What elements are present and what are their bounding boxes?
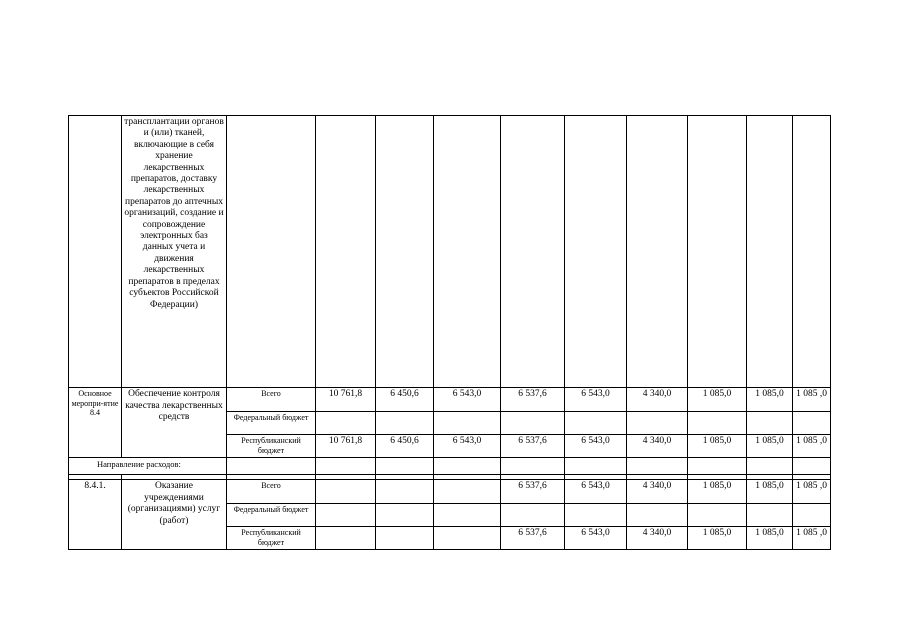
table-row: Республиканский бюджет 6 537,6 6 543,0 4 340,0 1 085,0 1 085,0 1 085 ,0 (69, 527, 831, 550)
table-row: 8.4.1. Оказание учреждениями (организациями) услуг (работ) Всего 6 537,6 6 543,0 4 340,0 1 085,0 1 085,0 1 085 ,0 (69, 480, 831, 504)
source-label: Федеральный бюджет (227, 504, 316, 527)
item-name: Оказание учреждениями (организациями) услуг (работ) (122, 480, 227, 550)
source-label: Республиканский бюджет (227, 527, 316, 550)
continuation-description: трансплантации органов и (или) тканей, включающие в себя хранение лекарственных препаратов, доставку лекарственных препаратов до аптечных организаций, создание и сопровождение электронных баз данных учета и движения лекарственных препаратов в пределах субъектов Российской Федерации) (122, 116, 227, 388)
table-row: Основное меропри-ятие 8.4 Обеспечение контроля качества лекарственных средств Всего 10 761,8 6 450,6 6 543,0 6 537,6 6 543,0 4 340,0 1 085,0 1 085,0 1 085 ,0 (69, 388, 831, 412)
direction-row (69, 458, 831, 475)
source-label: Федеральный бюджет (227, 412, 316, 435)
code-cell (69, 116, 122, 388)
source-label: Республиканский бюджет (227, 435, 316, 458)
measure-name: Обеспечение контроля качества лекарственных средств (122, 388, 227, 458)
source-label: Всего (227, 388, 316, 412)
continuation-row (69, 116, 831, 388)
item-code: 8.4.1. (69, 480, 122, 550)
source-label: Всего (227, 480, 316, 504)
budget-table (68, 115, 831, 550)
measure-code: Основное меропри-ятие 8.4 (69, 388, 122, 458)
table-row: Республиканский бюджет 10 761,8 6 450,6 6 543,0 6 537,6 6 543,0 4 340,0 1 085,0 1 085,0 1 085 ,0 (69, 435, 831, 458)
direction-label: Направление расходов: (69, 458, 227, 475)
